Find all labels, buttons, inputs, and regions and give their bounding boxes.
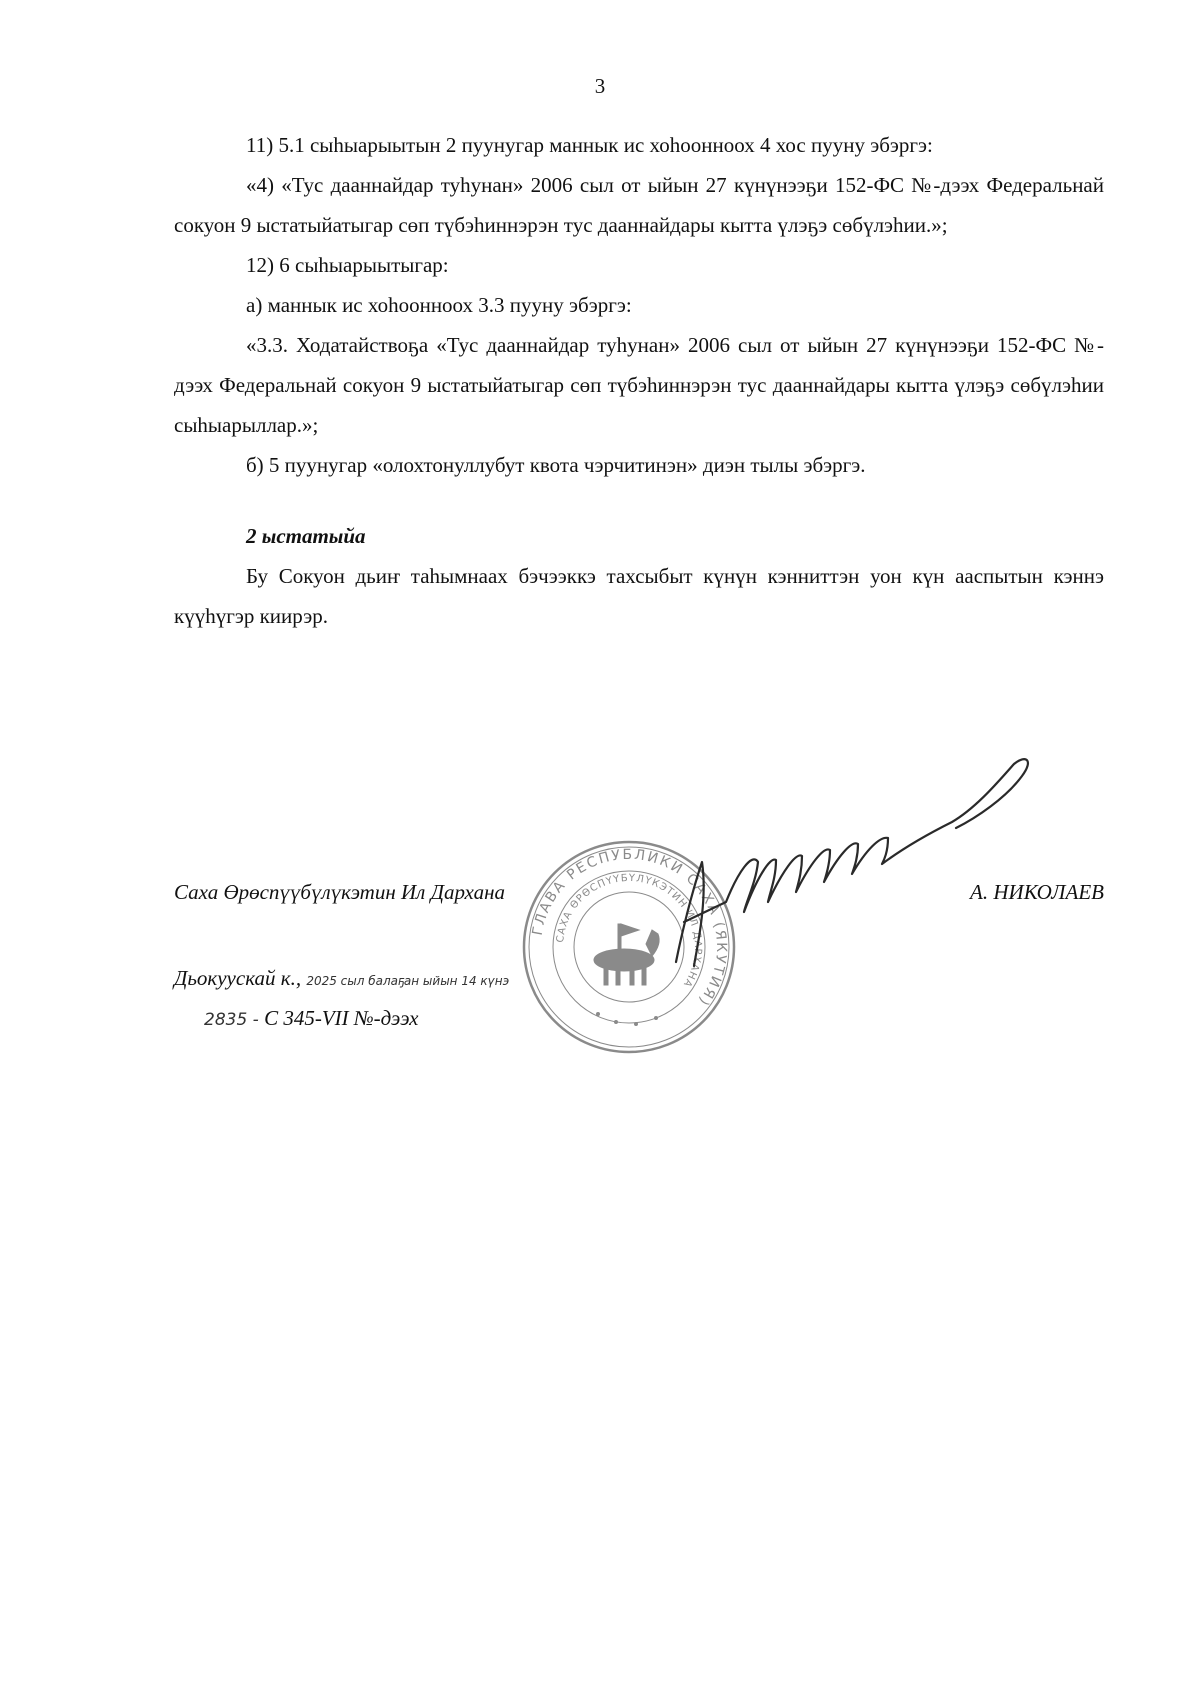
city-label: Дьокуускай к.,: [174, 966, 302, 990]
signatory-position: Саха Өрөспүүбүлүкэтин Ил Дарханa: [174, 880, 505, 904]
seal-emblem: [594, 924, 659, 985]
signatory-name: А. НИКОЛАЕВ: [970, 880, 1104, 904]
article-2-text: Бу Сокуон дьиҥ таһымнаах бэчээккэ тахсыбыт күнүн кэнниттэн уон күн ааспытын кэннэ күүһүгэр киирэр.: [174, 564, 1104, 628]
handwritten-date: 2025 сыл балаҕан ыйын 14 күнэ: [306, 974, 510, 988]
document-body: [174, 125, 1104, 636]
signature-stroke: [676, 759, 1028, 966]
article-2-heading: 2 ыстатыйа: [246, 524, 366, 548]
registration-number-line: [204, 1006, 418, 1031]
page-number: 3: [594, 74, 606, 98]
seal-outer-text: ГЛАВА РЕСПУБЛИКИ САХА (ЯКУТИЯ): [529, 846, 730, 1010]
paragraph-quote-3-3: «3.3. Ходатайствоҕа «Тус дааннайдар туһунан» 2006 сыл от ыйын 27 күнүнээҕи 152-ФС №-дээх Федеральнай сокуон 9 ыстатыйатыгар сөп түбэһиннэрэн тус дааннайдары кытта үлэҕэ сөбүлэһии сыһыарыллар.»;: [174, 333, 1104, 437]
handwritten-signature: [666, 752, 1036, 982]
paragraph-item-12: 12) 6 сыһыарыытыгар:: [246, 253, 449, 277]
paragraph-subitem-a: а) маннык ис хоһоонноох 3.3 пууну эбэргэ:: [246, 293, 632, 317]
paragraph-subitem-b: б) 5 пуунугар «олохтонуллубут квота чэрчитинэн» диэн тылы эбэргэ.: [246, 453, 866, 477]
seal-inner-text: САХА ӨРӨСПҮҮБҮЛҮКЭТИН ИЛ ДАРХАНА: [555, 872, 704, 990]
paragraph-item-11: 11) 5.1 сыһыарыытын 2 пуунугар маннык ис хоһоонноох 4 хос пууну эбэргэ:: [246, 133, 933, 157]
place-date-line: [174, 966, 594, 991]
handwritten-number: 2835 -: [204, 1010, 259, 1030]
registration-number: С 345-VII №-дээх: [264, 1006, 419, 1030]
paragraph-quote-4: «4) «Тус дааннайдар туһунан» 2006 сыл от ыйын 27 күнүнээҕи 152-ФС №-дээх Федеральнай сокуон 9 ыстатыйатыгар сөп түбэһиннэрэн тус дааннайдары кытта үлэҕэ сөбүлэһии.»;: [174, 173, 1104, 237]
